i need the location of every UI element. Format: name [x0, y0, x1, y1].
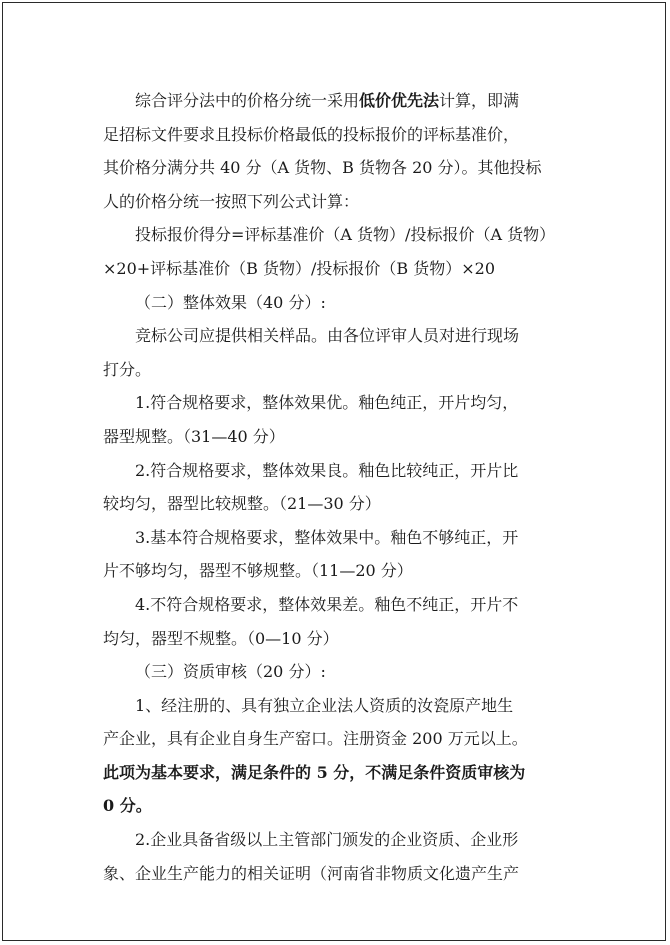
qual2-line-2: 象、企业生产能力的相关证明（河南省非物质文化遗产生产	[103, 863, 520, 883]
list-item	[103, 454, 583, 521]
list-item-line-2: 较均匀，器型比较规整。（21—30 分）	[103, 494, 381, 514]
price-text: 综合评分法中的价格分统一采用	[135, 91, 360, 110]
section2-intro	[103, 319, 583, 386]
list-item-line-1: 3.基本符合规格要求，整体效果中。釉色不够纯正，开	[135, 527, 519, 547]
list-item-line-1: 4.不符合规格要求，整体效果差。釉色不纯正，开片不	[135, 594, 519, 614]
price-line-2: 足招标文件要求且投标价格最低的投标报价的评标基准价，	[103, 124, 520, 144]
section2-heading: （二）整体效果（40 分）:	[135, 292, 326, 312]
list-item-line-1: 1.符合规格要求，整体效果优。釉色纯正，开片均匀，	[135, 393, 519, 413]
formula-paragraph	[103, 218, 583, 285]
low-price-first-emphasis: 低价优先法	[359, 91, 440, 110]
formula-line-2: ×20+评标基准价（B 货物）/投标报价（B 货物）×20	[103, 258, 496, 278]
price-paragraph	[103, 84, 583, 218]
list-item-line-2: 片不够均匀，器型不够规整。（11—20 分）	[103, 561, 413, 581]
list-item	[103, 386, 583, 453]
intro-line-2: 打分。	[103, 359, 152, 379]
list-item	[103, 588, 583, 655]
price-line-4: 人的价格分统一按照下列公式计算：	[103, 191, 360, 211]
qual1-line-1: 1、经注册的、具有独立企业法人资质的汝瓷原产地生	[135, 695, 514, 715]
intro-line-1: 竞标公司应提供相关样品。由各位评审人员对进行现场	[135, 326, 520, 346]
qual2-line-1: 2.企业具备省级以上主管部门颁发的企业资质、企业形	[135, 830, 519, 850]
list-item-line-1: 2.符合规格要求，整体效果良。釉色比较纯正，开片比	[135, 460, 519, 480]
price-text: 计算，即满	[439, 91, 520, 110]
qual1-requirement-bold-end: 0 分。	[103, 796, 152, 816]
document-body	[103, 84, 583, 890]
list-item-line-2: 器型规整。（31—40 分）	[103, 426, 285, 446]
qual1-line-2: 产企业，具有企业自身生产窑口。注册资金 200 万元以上。	[103, 729, 528, 749]
list-item	[103, 521, 583, 588]
list-item-line-2: 均匀，器型不规整。（0—10 分）	[103, 628, 339, 648]
formula-line-1: 投标报价得分=评标基准价（A 货物）/投标报价（A 货物）	[135, 225, 556, 245]
section3-heading: （三）资质审核（20 分）:	[135, 662, 326, 682]
price-line-1	[103, 84, 583, 118]
price-line-3: 其价格分满分共 40 分（A 货物、B 货物各 20 分）。其他投标	[103, 158, 542, 178]
qual1-requirement-bold: 此项为基本要求，满足条件的 5 分，不满足条件资质审核为	[103, 762, 526, 782]
qualification-item-1	[103, 689, 583, 823]
qualification-item-2	[103, 823, 583, 890]
